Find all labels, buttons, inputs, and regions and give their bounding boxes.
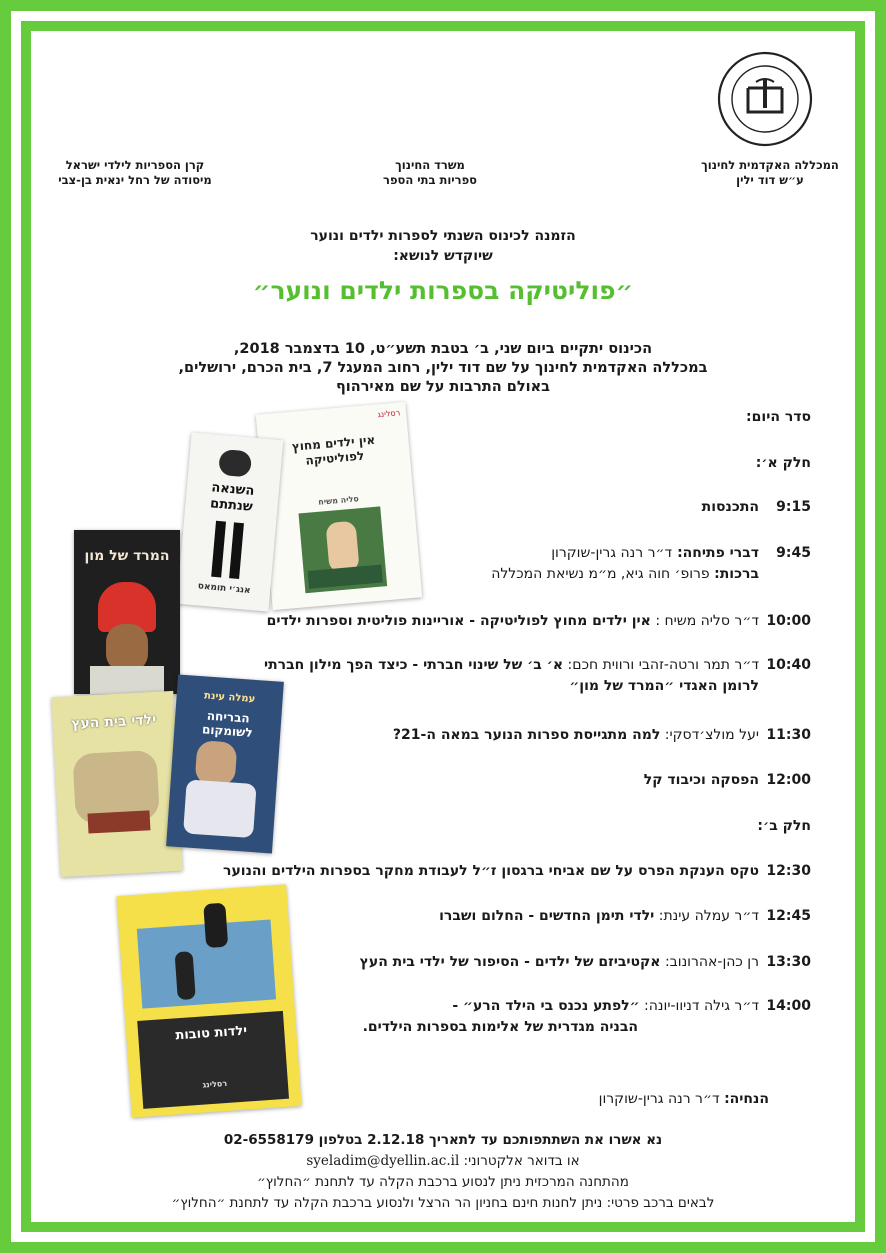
schedule-row [393,726,811,745]
book3-shirt-illustration [90,666,164,694]
book2-title: השנאה שנתתם [209,480,255,515]
row-time: 10:40 [766,657,811,673]
row-time: 9:15 [776,499,811,515]
college-subname: ע״ש דוד ילין [736,173,804,187]
row-speaker: ד״ר גילה דניוו-יונה: [639,998,759,1014]
row-time: 11:30 [766,727,811,743]
row-time: 12:00 [766,772,811,788]
row-topic: הפסקה וכיבוד קל [643,772,759,788]
book3-title: המרד של מון [84,548,170,564]
book2-author: אנג׳י תומאס [197,581,251,597]
book1-author: סליה משיח [317,494,360,507]
details-line: באולם התרבות על שם מאירהוף [335,379,551,395]
college-seal-logo [716,50,814,148]
row-time: 13:30 [766,954,811,970]
ministry-subname: ספריות בתי הספר [383,173,477,187]
row-time: 10:00 [766,613,811,629]
book6-brand: רסלינג [202,1078,228,1090]
ministry-name: משרד החינוך [395,158,465,172]
book4-bench-illustration [88,810,151,833]
schedule-row [267,612,811,631]
row-topic: למה מתגייסת ספרות הנוער במאה ה-21? [392,727,661,743]
invitation-intro [120,226,766,266]
moderator-label: הנחיה: [724,1091,769,1107]
book2-leg-illustration [211,521,226,578]
book1-illustration [299,506,388,593]
book-cover-ein-yeladim [256,402,423,610]
rsvp-line: נא אשרו את השתתפותכם עד לתאריך 2.12.18 בטלפון 02-6558179 [223,1132,663,1148]
fund-name: קרן הספריות לילדי ישראל [65,158,205,172]
schedule-row [223,862,811,881]
part-b-heading: חלק ב׳: [757,818,811,834]
row-topic-continued: הבניה מגדרית של אלימות בספרות הילדים. [362,1019,638,1035]
ministry-header [360,158,500,188]
book1-brand: רסלינג [377,408,401,420]
row-topic: אין ילדים מחוץ לפוליטיקה - אוריינות פוליטית וספרות ילדים [266,613,651,629]
row-speaker: ד״ר תמר ורטה-זהבי ורווית חכם: [563,657,759,673]
fund-header [50,158,220,188]
email-prefix: או בדואר אלקטרוני: [459,1153,580,1169]
invitation-line: שיוקדש לנושא: [393,248,493,264]
book-cover-yaldut-tova [116,884,301,1117]
row-topic-continued: לרומן האגדי ״המרד של מון״ [569,678,759,694]
book-cover-hasinah [177,432,284,611]
schedule-row [551,544,811,563]
row-topic: דברי פתיחה: [672,545,759,561]
college-name: המכללה האקדמית לחינוך [701,158,839,172]
book6-girl-illustration [203,903,228,948]
row-time: 14:00 [766,998,811,1014]
moderator-row [599,1090,769,1109]
book5-author: עמלה עינת [203,690,256,705]
row-speaker: רן כהן-אהרונוב: [660,954,759,970]
email-link[interactable]: syeladim@dyellin.ac.il [306,1153,460,1169]
greetings-label: ברכות: [714,566,759,582]
row-topic: אקטיביזם של ילדים - הסיפור של ילדי בית העץ [359,954,661,970]
transport-line: מהתחנה המרכזית ניתן לנסוע ברכבת הקלה עד לתחנת ״החלוץ״ [257,1174,629,1190]
book3-face-illustration [106,624,148,672]
conference-details [100,340,786,397]
row-speaker: ד״ר סליה משיח : [650,613,759,629]
part-a-heading: חלק א׳: [755,455,811,471]
book5-shirt-illustration [183,779,257,838]
footer [60,1130,826,1214]
row-speaker: ד״ר עמלה עינת: [654,908,759,924]
book6-title-panel [137,1011,289,1109]
row-topic: טקס הענקת הפרס על שם אביחי ברגסון ז״ל לעבודת מחקר בספרות הילדים והנוער [223,863,759,879]
greetings-row [491,565,759,584]
row-topic: ״לפתע נכנס בי הילד הרע״ - [452,998,640,1014]
schedule-row [264,656,811,675]
book2-leg-illustration [229,522,244,579]
fund-subname: מיסודה של רחל ינאית בן-צבי [58,173,212,187]
row-topic: א׳ ב׳ של שינוי חברתי - כיצד הפך מילון חברתי [263,657,564,673]
row-topic: התכנסות [701,499,759,515]
book6-title: ילדות טובות [174,1023,248,1044]
conference-title: ״פוליטיקה בספרות ילדים ונוער״ [252,276,634,305]
row-time: 12:30 [766,863,811,879]
book-cover-habricha [166,675,284,854]
book5-title: הבריחה לשומקום [201,708,253,740]
schedule-row [439,907,811,926]
invitation-line: הזמנה לכינוס השנתי לספרות ילדים ונוער [310,228,576,244]
row-topic: ילדי תימן החדשים - החלום ושברו [439,908,655,924]
book-cover-yaldei-beit-haetz [51,691,182,877]
schedule-row [360,953,811,972]
book-cover-hamered [74,530,180,694]
book1-title: אין ילדים מחוץ לפוליטיקה [291,432,376,468]
schedule-row [452,997,811,1016]
email-line [60,1151,826,1172]
book2-hair-illustration [218,449,252,478]
schedule-heading: סדר היום: [746,409,811,425]
row-time: 9:45 [776,545,811,561]
college-header [700,158,840,188]
book6-girl-illustration [175,951,196,1000]
details-line: במכללה האקדמית לחינוך על שם דוד ילין, רחוב המעגל 7, בית הכרם, ירושלים, [178,360,708,376]
details-line: הכינוס יתקיים ביום שני, ב׳ בטבת תשע״ט, 10 בדצמבר 2018, [233,341,653,357]
greetings-text: פרופ׳ חוה גיא, מ״מ נשיאת המכללה [491,566,715,582]
moderator-name: ד״ר רנה גרין-שוקרון [598,1091,725,1107]
row-speaker: ד״ר רנה גרין-שוקרון [551,545,673,561]
schedule-row [702,498,811,517]
parking-line: לבאים ברכב פרטי: ניתן לחנות חינם בחניון הר הרצל ולנסוע ברכבת הקלה עד לתחנת ״החלוץ״ [171,1195,715,1211]
row-time: 12:45 [766,908,811,924]
schedule-row [644,771,811,790]
row-speaker: יעל מולצ׳דסקי: [660,727,759,743]
book4-title: ילדי בית העץ [70,711,157,733]
